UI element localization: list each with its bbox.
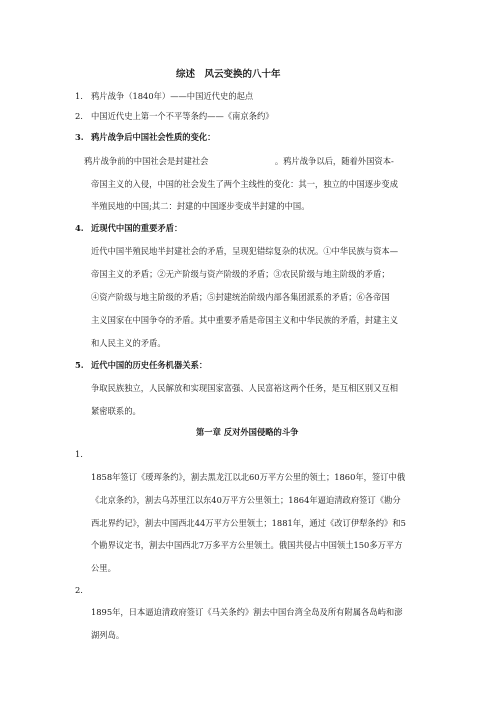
paragraph-line: 鸦片战争前的中国社会是封建社会 。鸦片战争以后，随着外国资本- [84,156,394,166]
section-heading: 鸦片战争后中国社会性质的变化： [91,132,216,142]
list-number: 2. [75,111,83,121]
chapter-title: 第一章 反对外国侵略的斗争 [196,427,299,437]
paragraph-line: 公里。 [91,563,116,573]
section-heading: 近现代中国的重要矛盾： [91,223,183,233]
paragraph-line: 紧密联系的。 [91,406,141,416]
list-number: 1. [75,449,83,459]
paragraph-line: 湖列岛。 [91,630,125,640]
paragraph-line: 帝国主义的矛盾；②无产阶级与资产阶级的矛盾；③农民阶级与地主阶级的矛盾； [91,269,390,279]
list-number: 1. [75,91,83,101]
list-item-text: 中国近代史上第一个不平等条约——《南京条约》 [91,111,274,121]
paragraph-line: 西北界约记》，割去中国西北44万平方公里领土；1881年，通过《改订伊犁条约》和5 [91,518,406,528]
paragraph-line: 1895年，日本逼迫清政府签订《马关条约》割去中国台湾全岛及所有附属各岛屿和澎 [91,607,403,617]
list-number: 3. [75,132,84,142]
paragraph-line: 主义国家在中国争夺的矛盾。其中重要矛盾是帝国主义和中华民族的矛盾，封建主义 [91,315,398,325]
paragraph-line: 帝国主义的入侵，中国的社会发生了两个主线性的变化：其一，独立的中国逐步变成 [91,179,398,189]
list-item-text: 鸦片战争（1840年）——中国近代史的起点 [91,91,254,101]
paragraph-line: 和人民主义的矛盾。 [91,338,166,348]
paragraph-line: 争取民族独立，人民解放和实现国家富强、人民富裕这两个任务，是互相区别又互相 [91,383,398,393]
paragraph-line: ④资产阶级与地主阶级的矛盾；⑤封建统治阶级内部各集团派系的矛盾；⑥各帝国 [91,292,390,302]
paragraph-line: 近代中国半殖民地半封建社会的矛盾，呈现犯错综复杂的状况。①中华民族与资本— [91,246,398,256]
list-number: 4. [75,223,84,233]
page-title: 综述 风云变换的八十年 [176,69,281,80]
list-number: 5. [75,360,84,370]
paragraph-line: 《北京条约》，割去乌苏里江以东40万平方公里领土；1864年逼迫清政府签订《勘分 [91,495,401,505]
list-number: 2. [75,585,83,595]
section-heading: 近代中国的历史任务机器关系： [91,360,208,370]
paragraph-line: 半殖民地的中国;其二：封建的中国逐步变成半封建的中国。 [91,201,310,211]
paragraph-line: 1858年签订《瑷珲条约》，割去黑龙江以北60万平方公里的领土；1860年，签订中俄 [91,472,406,482]
paragraph-line: 个勘界议定书，割去中国西北7万多平方公里领土。俄国共侵占中国领土150多万平方 [91,540,403,550]
